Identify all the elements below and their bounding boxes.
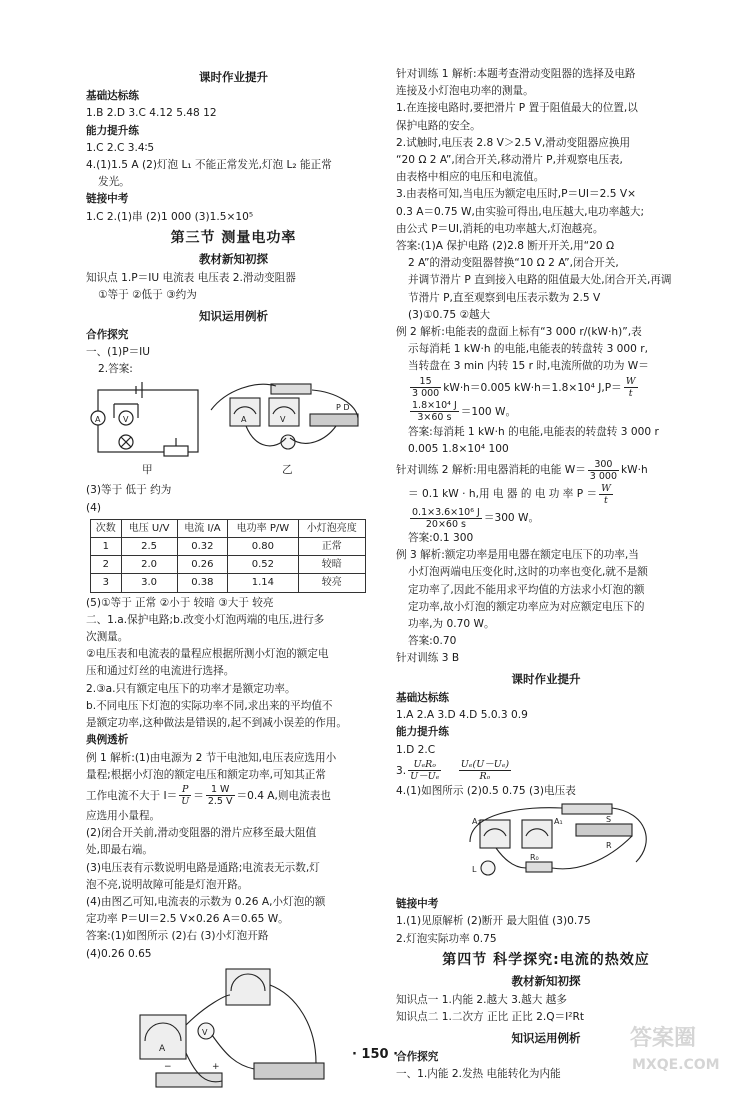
drill2-answer: 答案:0.1 300 xyxy=(408,532,474,545)
example2-line-2: 示每消耗 1 kW·h 的电能,电能表的转盘转 3 000 r, xyxy=(408,343,648,356)
drill3-answer: 针对训练 3 B xyxy=(396,652,460,665)
table-cell: 0.80 xyxy=(228,538,298,556)
ability-practice-label-2: 能力提升练 xyxy=(396,726,449,739)
example2-text: kW·h＝0.005 kW·h＝1.8×10⁴ J,P＝ xyxy=(443,381,622,394)
knowledge-point-one: 知识点一 1.内能 2.越大 3.越大 越多 xyxy=(396,994,567,1007)
section-title-4: 第四节 科学探究:电流的热效应 xyxy=(442,951,650,968)
drill1-line-7: 由表格中相应的电压和电流值。 xyxy=(396,171,545,184)
fraction-numerator: 0.1×3.6×10⁶ J xyxy=(412,506,480,518)
example1-line-10: 定功率 P＝UI＝2.5 V×0.26 A＝0.65 W。 xyxy=(86,913,289,926)
table-cell: 1.14 xyxy=(228,574,298,592)
fraction-denominator: U xyxy=(181,796,190,808)
table-cell: 0.52 xyxy=(228,556,298,574)
fraction-numerator: W xyxy=(601,482,611,494)
example1-text: ＝ xyxy=(193,789,204,802)
apparatus-figure-3 xyxy=(396,802,696,894)
example3-line-2: 小灯泡两端电压变化时,这时的功率也变化,就不是额 xyxy=(408,566,648,579)
coop-line-2: 2.答案: xyxy=(98,363,133,376)
drill1-line-10: 由公式 P＝UI,消耗的电功率越大,灯泡越亮。 xyxy=(396,222,604,235)
drill2-line-1 xyxy=(396,458,696,482)
example2-line-1: 例 2 解析:电能表的盘面上标有“3 000 r/(kW·h)”,表 xyxy=(396,326,642,339)
apparatus-diagram xyxy=(136,965,336,1095)
heading-homework: 课时作业提升 xyxy=(199,70,268,84)
coop-line-9: 压和通过灯丝的电流进行选择。 xyxy=(86,665,235,678)
drill1-line-6: “20 Ω 2 A”,闭合开关,移动滑片 P,并观察电压表, xyxy=(396,154,623,167)
drill1-line-3: 1.在连接电路时,要把滑片 P 置于阻值最大的位置,以 xyxy=(396,102,638,115)
table-row xyxy=(91,538,366,556)
watermark-icon xyxy=(624,1015,742,1077)
heading-homework-2: 课时作业提升 xyxy=(511,671,581,686)
table-cell: 1 xyxy=(91,538,122,556)
ammeter-a2-label: A₂ xyxy=(472,816,481,826)
ability-answers-2-3 xyxy=(396,759,696,783)
drill1-line-8: 3.由表格可知,当电压为额定电压时,P＝UI＝2.5 V× xyxy=(396,188,636,201)
example1-text: ＝0.4 A,则电流表也 xyxy=(236,789,331,802)
example1-text: 工作电流不大于 I＝ xyxy=(86,789,178,802)
table-cell: 2 xyxy=(91,556,122,574)
fraction-numerator: 1.8×10⁴ J xyxy=(412,400,457,412)
table-cell: 0.32 xyxy=(177,538,228,556)
ability-answers-2-1: 1.D 2.C xyxy=(396,743,436,756)
example1-answer-2: (4)0.26 0.65 xyxy=(86,947,152,960)
example1-line-1: 例 1 解析:(1)由电源为 2 节干电池知,电压表应选用小 xyxy=(86,751,337,764)
knowledge-point-1: 知识点 1.P＝IU 电流表 电压表 2.滑动变阻器 xyxy=(86,272,296,285)
fraction-energy-over-time xyxy=(410,507,482,530)
drill2-line-2 xyxy=(396,482,696,506)
lamp-label: L xyxy=(472,864,477,874)
example3-answer: 答案:0.70 xyxy=(408,635,457,648)
fraction-numerator: P xyxy=(179,784,191,796)
fraction-numerator: UₑRₒ xyxy=(408,759,441,771)
coop-line-2-1: 一、1.内能 2.发热 电能转化为内能 xyxy=(396,1067,561,1080)
example2-text: ＝100 W。 xyxy=(460,405,517,418)
physical-ammeter-label: A xyxy=(241,415,247,425)
right-column xyxy=(396,66,696,1083)
table-cell: 较暗 xyxy=(298,556,365,574)
heading-apply-2: 知识运用例析 xyxy=(511,1030,581,1045)
knowledge-point-two: 知识点二 1.二次方 正比 正比 2.Q＝I²Rt xyxy=(396,1011,585,1024)
drill1-answer-1: 答案:(1)A 保护电路 (2)2.8 断开开关,用“20 Ω xyxy=(396,240,615,253)
typical-example-label: 典例透析 xyxy=(86,734,129,747)
drill1-line-2: 连接及小灯泡电功率的测量。 xyxy=(396,85,534,98)
example3-line-1: 例 3 解析:额定功率是用电器在额定电压下的功率,当 xyxy=(396,549,639,562)
ammeter-symbol: A xyxy=(95,415,101,425)
table-header: 电压 U/V xyxy=(121,519,177,537)
resistor-r0-label: R₀ xyxy=(530,852,539,862)
drill1-line-1: 针对训练 1 解析:本题考查滑动变阻器的选择及电路 xyxy=(396,68,636,80)
example2-line-3: 当转盘在 3 min 内转 15 r 时,电流所做的功为 W＝ xyxy=(408,360,649,373)
fraction-15-over-3000 xyxy=(410,376,441,399)
drill1-line-4: 保护电路的安全。 xyxy=(396,119,481,132)
battery-plus: + xyxy=(212,1061,220,1072)
basic-practice-label-2: 基础达标练 xyxy=(396,691,449,704)
exam-link-label: 链接中考 xyxy=(86,193,129,206)
coop-line-1: 一、(1)P＝IU xyxy=(86,346,151,359)
table-header: 电流 I/A xyxy=(177,519,228,537)
basic-practice-label: 基础达标练 xyxy=(86,90,139,103)
battery-minus: − xyxy=(164,1061,172,1072)
heading-new-knowledge: 教材新知初探 xyxy=(199,252,268,267)
example1-line-8: 泡不亮,说明故障可能是灯泡开路。 xyxy=(86,878,249,891)
apparatus-figure-2 xyxy=(86,965,381,1101)
table-cell: 2.0 xyxy=(121,556,177,574)
fraction-denominator: Rₒ xyxy=(479,771,491,783)
example1-line-4: 应选用小量程。 xyxy=(86,809,161,822)
coop-line-4: (4) xyxy=(86,501,102,514)
circuit-diagram xyxy=(86,380,376,480)
measurement-table xyxy=(90,519,366,593)
fraction-denominator: 3 000 xyxy=(412,388,440,400)
coop-line-10: 2.③a.只有额定电压下的功率才是额定功率。 xyxy=(86,682,296,695)
circuit-figure xyxy=(86,380,381,480)
drill2-text: ＝ 0.1 kW · h,用 电 器 的 电 功 率 P ＝ xyxy=(408,488,598,501)
table-header: 电功率 P/W xyxy=(228,519,298,537)
fraction-numerator: W xyxy=(625,376,636,388)
drill1-line-9: 0.3 A＝0.75 W,由实验可得出,电压越大,电功率越大; xyxy=(396,205,645,218)
drill2-text: ＝300 W。 xyxy=(483,512,540,525)
fraction-denominator: 3 000 xyxy=(589,470,617,482)
voltmeter-label: V xyxy=(202,1027,208,1037)
example3-line-5: 功率,为 0.70 W。 xyxy=(408,618,495,631)
fraction-denominator: 3×60 s xyxy=(417,412,452,424)
ability-answers-2-4: 4.(1)如图所示 (2)0.5 0.75 (3)电压表 xyxy=(396,784,576,797)
physical-voltmeter-label: V xyxy=(280,415,286,425)
resistor-r-label: R xyxy=(606,840,612,850)
drill2-line-3 xyxy=(396,506,696,530)
table-cell: 正常 xyxy=(298,538,365,556)
schematic-jia xyxy=(91,382,198,456)
fraction-power xyxy=(459,759,511,782)
coop-line-11: b.不同电压下灯泡的实际功率不同,求出来的平均值不 xyxy=(86,699,333,712)
voltmeter-symbol: V xyxy=(123,415,129,425)
fraction-p-over-u xyxy=(179,784,191,807)
section-title-3: 第三节 测量电功率 xyxy=(170,229,297,246)
example1-line-9: (4)由图乙可知,电流表的示数为 0.26 A,小灯泡的额 xyxy=(86,895,326,908)
coop-line-12: 是额定功率,这种做法是错误的,起不到减小误差的作用。 xyxy=(86,717,347,730)
exam-link-answers: 1.C 2.(1)串 (2)1 000 (3)1.5×10⁵ xyxy=(86,210,254,223)
coop-line-5: (5)①等于 正常 ②小于 较暗 ③大于 较亮 xyxy=(86,596,274,609)
parallel-circuit-diagram xyxy=(466,802,686,888)
fraction-300-over-3000 xyxy=(588,459,619,482)
basic-answers: 1.B 2.D 3.C 4.12 5.48 12 xyxy=(86,107,217,120)
fraction-denominator: t xyxy=(628,388,633,400)
example2-line-5 xyxy=(396,400,696,424)
ammeter-label: A xyxy=(159,1043,166,1054)
example1-line-2: 量程;根据小灯泡的额定电压和额定功率,可知其正常 xyxy=(86,768,326,781)
example1-answer-1: 答案:(1)如图所示 (2)右 (3)小灯泡开路 xyxy=(86,930,269,943)
drill1-answer-4: 节滑片 P,直至观察到电压表示数为 2.5 V xyxy=(408,291,601,304)
drill1-answer-2: 2 A”的滑动变阻器替换“10 Ω 2 A”,闭合开关, xyxy=(408,257,619,270)
example2-line-4 xyxy=(396,376,696,400)
coop-line-3: (3)等于 低于 约为 xyxy=(86,484,172,497)
drill2-text: kW·h xyxy=(621,464,648,477)
exam-link-answers-2-1: 1.(1)见原解析 (2)断开 最大阻值 (3)0.75 xyxy=(396,915,591,928)
coop-line-6: 二、1.a.保护电路;b.改变小灯泡两端的电压,进行多 xyxy=(86,613,325,626)
table-header: 次数 xyxy=(91,519,122,537)
heading-new-knowledge-2: 教材新知初探 xyxy=(511,973,581,988)
fraction-numerator: 15 xyxy=(410,376,441,388)
ability-practice-label: 能力提升练 xyxy=(86,124,139,137)
fraction-numerator: 300 xyxy=(588,459,619,471)
fraction-energy-over-time xyxy=(410,400,459,423)
drill1-line-5: 2.试触时,电压表 2.8 V＞2.5 V,滑动变阻器应换用 xyxy=(396,136,631,149)
table-cell: 0.26 xyxy=(177,556,228,574)
fraction-denominator: t xyxy=(604,494,608,506)
example1-line-7: (3)电压表有示数说明电路是通路;电流表无示数,灯 xyxy=(86,861,320,874)
table-cell: 3 xyxy=(91,574,122,592)
example3-line-3: 定功率了,因此不能用求平均值的方法求小灯泡的额 xyxy=(408,583,645,596)
basic-answers-2: 1.A 2.A 3.D 4.D 5.0.3 0.9 xyxy=(396,709,528,722)
page-number: · 150 · xyxy=(351,1047,399,1062)
heading-apply: 知识运用例析 xyxy=(199,308,268,323)
svg-text:答案圈: 答案圈 xyxy=(630,1026,697,1051)
cooperative-label: 合作探究 xyxy=(86,328,129,341)
drill1-answer-3: 并调节滑片 P 直到接入电路的阻值最大处,闭合开关,再调 xyxy=(408,274,672,287)
cooperative-label-2: 合作探究 xyxy=(396,1050,439,1063)
fraction-w-over-t xyxy=(599,483,613,506)
knowledge-point-2: ①等于 ②低于 ③约为 xyxy=(98,289,197,302)
ability-answers-1: 1.C 2.C 3.4∶5 xyxy=(86,141,155,154)
ability-answers-3: 发光。 xyxy=(98,176,130,189)
table-cell: 3.0 xyxy=(121,574,177,592)
table-row xyxy=(91,556,366,574)
fraction-numerator: Uₑ(U－Uₑ) xyxy=(460,759,510,771)
fraction-numerator: 1 W xyxy=(206,784,235,796)
fraction-resistance xyxy=(408,759,441,782)
ammeter-a1-label: A₁ xyxy=(554,816,563,826)
fraction-denominator: 2.5 V xyxy=(207,796,233,808)
drill1-answer-5: (3)①0.75 ②越大 xyxy=(408,308,491,321)
table-row xyxy=(91,574,366,592)
svg-text:MXQE.COM: MXQE.COM xyxy=(632,1057,720,1073)
figure-label-yi: 乙 xyxy=(282,464,293,477)
fraction-w-over-t xyxy=(624,376,638,399)
fraction-denominator: 20×60 s xyxy=(425,518,466,530)
exam-link-label-2: 链接中考 xyxy=(396,898,439,911)
fraction-1w-over-2v5 xyxy=(206,784,235,807)
watermark-logo xyxy=(624,1015,742,1077)
table-cell: 0.38 xyxy=(177,574,228,592)
figure-label-jia: 甲 xyxy=(142,464,153,477)
table-cell: 2.5 xyxy=(121,538,177,556)
table-header-row xyxy=(91,519,366,537)
coop-line-8: ②电压表和电流表的量程应根据所测小灯泡的额定电 xyxy=(86,648,329,661)
rheostat-label: P D xyxy=(336,403,350,413)
example3-line-4: 定功率,故小灯泡的额定功率应为对应额定电压下的 xyxy=(408,600,645,613)
left-column xyxy=(86,66,381,1103)
example1-line-3 xyxy=(86,784,381,808)
example1-line-5: (2)闭合开关前,滑动变阻器的滑片应移至最大阻值 xyxy=(86,827,317,840)
coop-line-7: 次测量。 xyxy=(86,631,129,644)
fraction-denominator: U－Uₑ xyxy=(410,771,440,783)
example2-answer-1: 答案:每消耗 1 kW·h 的电能,电能表的转盘转 3 000 r xyxy=(408,425,659,438)
table-cell: 较亮 xyxy=(298,574,365,592)
drill2-text: 针对训练 2 解析:用电器消耗的电能 W＝ xyxy=(396,464,586,477)
example1-line-6: 处,即最右端。 xyxy=(86,844,153,857)
switch-label: S xyxy=(606,814,612,824)
example2-answer-2: 0.005 1.8×10⁴ 100 xyxy=(408,442,509,455)
table-header: 小灯泡亮度 xyxy=(298,519,365,537)
ability-text: 3. xyxy=(396,764,407,777)
ability-answers-2: 4.(1)1.5 A (2)灯泡 L₁ 不能正常发光,灯泡 L₂ 能正常 xyxy=(86,159,332,172)
exam-link-answers-2-2: 2.灯泡实际功率 0.75 xyxy=(396,932,497,945)
